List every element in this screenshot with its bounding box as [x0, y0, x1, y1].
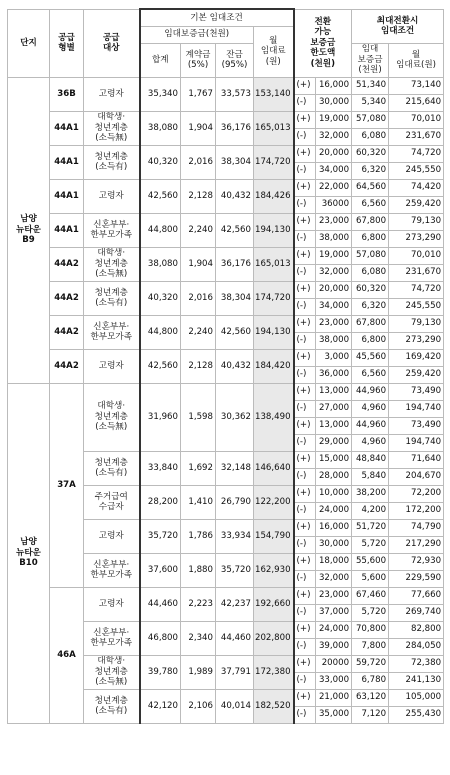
supply-target: 고령자 [84, 349, 140, 383]
deposit-balance: 40,432 [216, 349, 254, 383]
conversion-sign: (-) [294, 196, 316, 213]
supply-type: 44A1 [50, 213, 84, 247]
max-deposit: 5,720 [352, 536, 389, 553]
max-deposit: 6,080 [352, 128, 389, 145]
conversion-limit: 20,000 [316, 145, 352, 162]
max-monthly: 172,200 [389, 502, 444, 519]
supply-target: 청년계층 (소득有) [84, 689, 140, 723]
conversion-sign: (-) [294, 706, 316, 723]
conversion-sign: (+) [294, 349, 316, 366]
conversion-limit: 22,000 [316, 179, 352, 196]
header-balance: 잔금 (95%) [216, 43, 254, 77]
conversion-sign: (+) [294, 655, 316, 672]
conversion-sign: (+) [294, 587, 316, 604]
conversion-limit: 29,000 [316, 434, 352, 451]
deposit-total: 40,320 [140, 145, 181, 179]
deposit-contract: 2,240 [181, 315, 216, 349]
max-monthly: 77,660 [389, 587, 444, 604]
monthly-rent: 138,490 [254, 383, 294, 451]
conversion-limit: 13,000 [316, 417, 352, 434]
max-deposit: 6,080 [352, 264, 389, 281]
deposit-balance: 38,304 [216, 145, 254, 179]
supply-target: 청년계층 (소득有) [84, 281, 140, 315]
table-row [8, 383, 444, 400]
conversion-sign: (-) [294, 604, 316, 621]
conversion-sign: (+) [294, 77, 316, 94]
conversion-limit: 16,000 [316, 77, 352, 94]
conversion-sign: (+) [294, 417, 316, 434]
max-monthly: 169,420 [389, 349, 444, 366]
header-target: 공급 대상 [84, 9, 140, 77]
deposit-contract: 2,128 [181, 349, 216, 383]
conversion-sign: (+) [294, 179, 316, 196]
conversion-limit: 19,000 [316, 111, 352, 128]
max-deposit: 51,340 [352, 77, 389, 94]
max-monthly: 70,010 [389, 111, 444, 128]
deposit-balance: 38,304 [216, 281, 254, 315]
rental-conditions-table [7, 8, 444, 724]
conversion-sign: (+) [294, 281, 316, 298]
table-row [8, 349, 444, 366]
max-monthly: 284,050 [389, 638, 444, 655]
monthly-rent: 153,140 [254, 77, 294, 111]
conversion-limit: 36000 [316, 196, 352, 213]
deposit-balance: 32,148 [216, 451, 254, 485]
deposit-contract: 2,016 [181, 281, 216, 315]
conversion-sign: (+) [294, 485, 316, 502]
supply-target: 고령자 [84, 179, 140, 213]
max-monthly: 215,640 [389, 94, 444, 111]
deposit-total: 44,800 [140, 315, 181, 349]
header-max-monthly: 월 임대료(원) [389, 43, 444, 77]
conversion-sign: (-) [294, 94, 316, 111]
monthly-rent: 154,790 [254, 519, 294, 553]
deposit-balance: 30,362 [216, 383, 254, 451]
deposit-total: 42,560 [140, 179, 181, 213]
max-deposit: 60,320 [352, 281, 389, 298]
deposit-balance: 33,934 [216, 519, 254, 553]
supply-type: 44A2 [50, 281, 84, 315]
max-monthly: 245,550 [389, 162, 444, 179]
table-row [8, 213, 444, 230]
max-monthly: 72,380 [389, 655, 444, 672]
conversion-limit: 3,000 [316, 349, 352, 366]
max-deposit: 5,600 [352, 570, 389, 587]
deposit-total: 38,080 [140, 247, 181, 281]
conversion-sign: (+) [294, 519, 316, 536]
table-row [8, 77, 444, 94]
max-monthly: 72,930 [389, 553, 444, 570]
conversion-limit: 10,000 [316, 485, 352, 502]
monthly-rent: 184,420 [254, 349, 294, 383]
max-monthly: 72,200 [389, 485, 444, 502]
max-deposit: 6,320 [352, 298, 389, 315]
max-deposit: 67,800 [352, 213, 389, 230]
deposit-balance: 37,791 [216, 655, 254, 689]
supply-target: 주거급여 수급자 [84, 485, 140, 519]
max-monthly: 241,130 [389, 672, 444, 689]
deposit-contract: 1,598 [181, 383, 216, 451]
supply-type: 37A [50, 383, 84, 587]
max-monthly: 74,720 [389, 281, 444, 298]
deposit-balance: 40,014 [216, 689, 254, 723]
max-deposit: 59,720 [352, 655, 389, 672]
supply-target: 청년계층 (소득有) [84, 451, 140, 485]
conversion-sign: (+) [294, 689, 316, 706]
max-deposit: 6,800 [352, 230, 389, 247]
monthly-rent: 165,013 [254, 247, 294, 281]
max-deposit: 5,840 [352, 468, 389, 485]
max-monthly: 231,670 [389, 128, 444, 145]
monthly-rent: 162,930 [254, 553, 294, 587]
supply-type: 44A2 [50, 315, 84, 349]
header-conversion-limit: 전환 가능 보증금 한도액 (천원) [294, 9, 352, 77]
deposit-balance: 42,237 [216, 587, 254, 621]
max-monthly: 71,640 [389, 451, 444, 468]
deposit-total: 38,080 [140, 111, 181, 145]
table-row [8, 111, 444, 128]
conversion-limit: 37,000 [316, 604, 352, 621]
supply-target: 대학생· 청년계층 (소득無) [84, 111, 140, 145]
conversion-sign: (-) [294, 672, 316, 689]
deposit-contract: 1,786 [181, 519, 216, 553]
max-deposit: 6,560 [352, 196, 389, 213]
conversion-limit: 13,000 [316, 383, 352, 400]
conversion-limit: 33,000 [316, 672, 352, 689]
conversion-sign: (-) [294, 264, 316, 281]
deposit-total: 42,560 [140, 349, 181, 383]
max-monthly: 82,800 [389, 621, 444, 638]
supply-target: 대학생· 청년계층 (소득無) [84, 247, 140, 281]
conversion-limit: 16,000 [316, 519, 352, 536]
max-deposit: 4,960 [352, 434, 389, 451]
deposit-total: 28,200 [140, 485, 181, 519]
max-monthly: 194,740 [389, 434, 444, 451]
max-deposit: 4,960 [352, 400, 389, 417]
conversion-limit: 15,000 [316, 451, 352, 468]
max-deposit: 6,800 [352, 332, 389, 349]
supply-type: 36B [50, 77, 84, 111]
deposit-contract: 1,692 [181, 451, 216, 485]
monthly-rent: 194,130 [254, 315, 294, 349]
conversion-sign: (+) [294, 315, 316, 332]
supply-target: 신혼부부· 한부모가족 [84, 315, 140, 349]
max-monthly: 269,740 [389, 604, 444, 621]
table-row [8, 179, 444, 196]
max-deposit: 55,600 [352, 553, 389, 570]
max-monthly: 204,670 [389, 468, 444, 485]
conversion-sign: (+) [294, 111, 316, 128]
conversion-sign: (-) [294, 128, 316, 145]
max-deposit: 7,800 [352, 638, 389, 655]
supply-target: 신혼부부· 한부모가족 [84, 621, 140, 655]
deposit-balance: 33,573 [216, 77, 254, 111]
deposit-total: 35,340 [140, 77, 181, 111]
header-max-conversion: 최대전환시 임대조건 [352, 9, 444, 43]
conversion-sign: (-) [294, 502, 316, 519]
max-monthly: 273,290 [389, 332, 444, 349]
conversion-limit: 24,000 [316, 502, 352, 519]
conversion-limit: 39,000 [316, 638, 352, 655]
conversion-sign: (+) [294, 145, 316, 162]
max-monthly: 231,670 [389, 264, 444, 281]
conversion-sign: (-) [294, 570, 316, 587]
monthly-rent: 172,380 [254, 655, 294, 689]
conversion-limit: 30,000 [316, 94, 352, 111]
conversion-sign: (+) [294, 621, 316, 638]
header-contract: 계약금 (5%) [181, 43, 216, 77]
conversion-limit: 18,000 [316, 553, 352, 570]
header-danji: 단지 [8, 9, 50, 77]
conversion-limit: 23,000 [316, 315, 352, 332]
header-monthly-rent: 월 임대료 (원) [254, 26, 294, 77]
conversion-sign: (-) [294, 366, 316, 383]
conversion-limit: 20000 [316, 655, 352, 672]
conversion-sign: (-) [294, 332, 316, 349]
deposit-balance: 26,790 [216, 485, 254, 519]
header-basic-conditions: 기본 임대조건 [140, 9, 294, 26]
deposit-balance: 44,460 [216, 621, 254, 655]
supply-target: 고령자 [84, 519, 140, 553]
deposit-contract: 1,767 [181, 77, 216, 111]
conversion-limit: 20,000 [316, 281, 352, 298]
danji-name: 남양 뉴타운 B9 [8, 77, 50, 383]
max-deposit: 67,800 [352, 315, 389, 332]
danji-name: 남양 뉴타운 B10 [8, 383, 50, 723]
supply-type: 46A [50, 587, 84, 723]
table-row [8, 145, 444, 162]
monthly-rent: 184,426 [254, 179, 294, 213]
max-deposit: 6,780 [352, 672, 389, 689]
supply-type: 44A2 [50, 349, 84, 383]
header-max-deposit: 임대 보증금 (천원) [352, 43, 389, 77]
conversion-limit: 30,000 [316, 536, 352, 553]
conversion-limit: 32,000 [316, 264, 352, 281]
monthly-rent: 194,130 [254, 213, 294, 247]
deposit-balance: 42,560 [216, 315, 254, 349]
max-monthly: 273,290 [389, 230, 444, 247]
header-type: 공급 형별 [50, 9, 84, 77]
supply-target: 대학생· 청년계층 (소득無) [84, 655, 140, 689]
deposit-total: 44,800 [140, 213, 181, 247]
max-deposit: 57,080 [352, 247, 389, 264]
deposit-contract: 1,989 [181, 655, 216, 689]
monthly-rent: 122,200 [254, 485, 294, 519]
max-deposit: 6,560 [352, 366, 389, 383]
header-deposit-group: 임대보증금(천원) [140, 26, 254, 43]
max-monthly: 259,420 [389, 366, 444, 383]
conversion-limit: 27,000 [316, 400, 352, 417]
conversion-sign: (-) [294, 468, 316, 485]
conversion-limit: 34,000 [316, 298, 352, 315]
conversion-limit: 32,000 [316, 128, 352, 145]
deposit-total: 33,840 [140, 451, 181, 485]
deposit-total: 44,460 [140, 587, 181, 621]
supply-target: 고령자 [84, 77, 140, 111]
deposit-balance: 40,432 [216, 179, 254, 213]
max-deposit: 7,120 [352, 706, 389, 723]
max-monthly: 79,130 [389, 213, 444, 230]
max-deposit: 48,840 [352, 451, 389, 468]
conversion-limit: 35,000 [316, 706, 352, 723]
max-deposit: 44,960 [352, 417, 389, 434]
deposit-balance: 42,560 [216, 213, 254, 247]
max-monthly: 194,740 [389, 400, 444, 417]
conversion-limit: 38,000 [316, 230, 352, 247]
conversion-limit: 19,000 [316, 247, 352, 264]
monthly-rent: 165,013 [254, 111, 294, 145]
deposit-contract: 1,880 [181, 553, 216, 587]
monthly-rent: 146,640 [254, 451, 294, 485]
monthly-rent: 202,800 [254, 621, 294, 655]
conversion-sign: (-) [294, 162, 316, 179]
conversion-sign: (+) [294, 451, 316, 468]
deposit-total: 42,120 [140, 689, 181, 723]
max-monthly: 245,550 [389, 298, 444, 315]
deposit-balance: 36,176 [216, 247, 254, 281]
conversion-sign: (-) [294, 638, 316, 655]
monthly-rent: 182,520 [254, 689, 294, 723]
monthly-rent: 174,720 [254, 281, 294, 315]
conversion-sign: (-) [294, 298, 316, 315]
deposit-contract: 2,106 [181, 689, 216, 723]
max-monthly: 217,290 [389, 536, 444, 553]
max-monthly: 74,720 [389, 145, 444, 162]
deposit-total: 46,800 [140, 621, 181, 655]
deposit-contract: 1,904 [181, 247, 216, 281]
conversion-sign: (+) [294, 247, 316, 264]
monthly-rent: 192,660 [254, 587, 294, 621]
table-row [8, 315, 444, 332]
supply-type: 44A2 [50, 247, 84, 281]
deposit-contract: 2,223 [181, 587, 216, 621]
conversion-limit: 38,000 [316, 332, 352, 349]
conversion-limit: 32,000 [316, 570, 352, 587]
max-deposit: 67,460 [352, 587, 389, 604]
deposit-total: 39,780 [140, 655, 181, 689]
max-deposit: 38,200 [352, 485, 389, 502]
max-deposit: 51,720 [352, 519, 389, 536]
table-row [8, 281, 444, 298]
conversion-limit: 34,000 [316, 162, 352, 179]
header-total: 합계 [140, 43, 181, 77]
conversion-sign: (-) [294, 400, 316, 417]
conversion-sign: (+) [294, 553, 316, 570]
conversion-limit: 23,000 [316, 213, 352, 230]
deposit-total: 35,720 [140, 519, 181, 553]
deposit-contract: 1,410 [181, 485, 216, 519]
supply-type: 44A1 [50, 179, 84, 213]
conversion-sign: (+) [294, 383, 316, 400]
max-deposit: 5,340 [352, 94, 389, 111]
conversion-limit: 23,000 [316, 587, 352, 604]
deposit-contract: 2,016 [181, 145, 216, 179]
max-monthly: 74,420 [389, 179, 444, 196]
supply-target: 대학생· 청년계층 (소득無) [84, 383, 140, 451]
supply-type: 44A1 [50, 145, 84, 179]
max-deposit: 45,560 [352, 349, 389, 366]
conversion-sign: (-) [294, 230, 316, 247]
deposit-contract: 2,240 [181, 213, 216, 247]
max-deposit: 70,800 [352, 621, 389, 638]
deposit-contract: 2,340 [181, 621, 216, 655]
conversion-limit: 36,000 [316, 366, 352, 383]
supply-target: 청년계층 (소득有) [84, 145, 140, 179]
max-monthly: 259,420 [389, 196, 444, 213]
conversion-limit: 21,000 [316, 689, 352, 706]
supply-target: 신혼부부· 한부모가족 [84, 553, 140, 587]
max-deposit: 64,560 [352, 179, 389, 196]
conversion-sign: (-) [294, 434, 316, 451]
supply-type: 44A1 [50, 111, 84, 145]
deposit-balance: 36,176 [216, 111, 254, 145]
supply-target: 고령자 [84, 587, 140, 621]
conversion-sign: (+) [294, 213, 316, 230]
deposit-balance: 35,720 [216, 553, 254, 587]
max-monthly: 73,140 [389, 77, 444, 94]
deposit-total: 37,600 [140, 553, 181, 587]
max-monthly: 229,590 [389, 570, 444, 587]
deposit-contract: 1,904 [181, 111, 216, 145]
max-deposit: 6,320 [352, 162, 389, 179]
max-deposit: 60,320 [352, 145, 389, 162]
max-monthly: 70,010 [389, 247, 444, 264]
deposit-total: 40,320 [140, 281, 181, 315]
max-monthly: 255,430 [389, 706, 444, 723]
max-monthly: 73,490 [389, 383, 444, 400]
conversion-limit: 24,000 [316, 621, 352, 638]
max-deposit: 57,080 [352, 111, 389, 128]
max-monthly: 74,790 [389, 519, 444, 536]
monthly-rent: 174,720 [254, 145, 294, 179]
max-monthly: 73,490 [389, 417, 444, 434]
max-deposit: 63,120 [352, 689, 389, 706]
deposit-contract: 2,128 [181, 179, 216, 213]
table-row [8, 587, 444, 604]
supply-target: 신혼부부· 한부모가족 [84, 213, 140, 247]
conversion-sign: (-) [294, 536, 316, 553]
max-deposit: 5,720 [352, 604, 389, 621]
deposit-total: 31,960 [140, 383, 181, 451]
max-monthly: 79,130 [389, 315, 444, 332]
max-deposit: 4,200 [352, 502, 389, 519]
max-deposit: 44,960 [352, 383, 389, 400]
conversion-limit: 28,000 [316, 468, 352, 485]
table-row [8, 247, 444, 264]
max-monthly: 105,000 [389, 689, 444, 706]
